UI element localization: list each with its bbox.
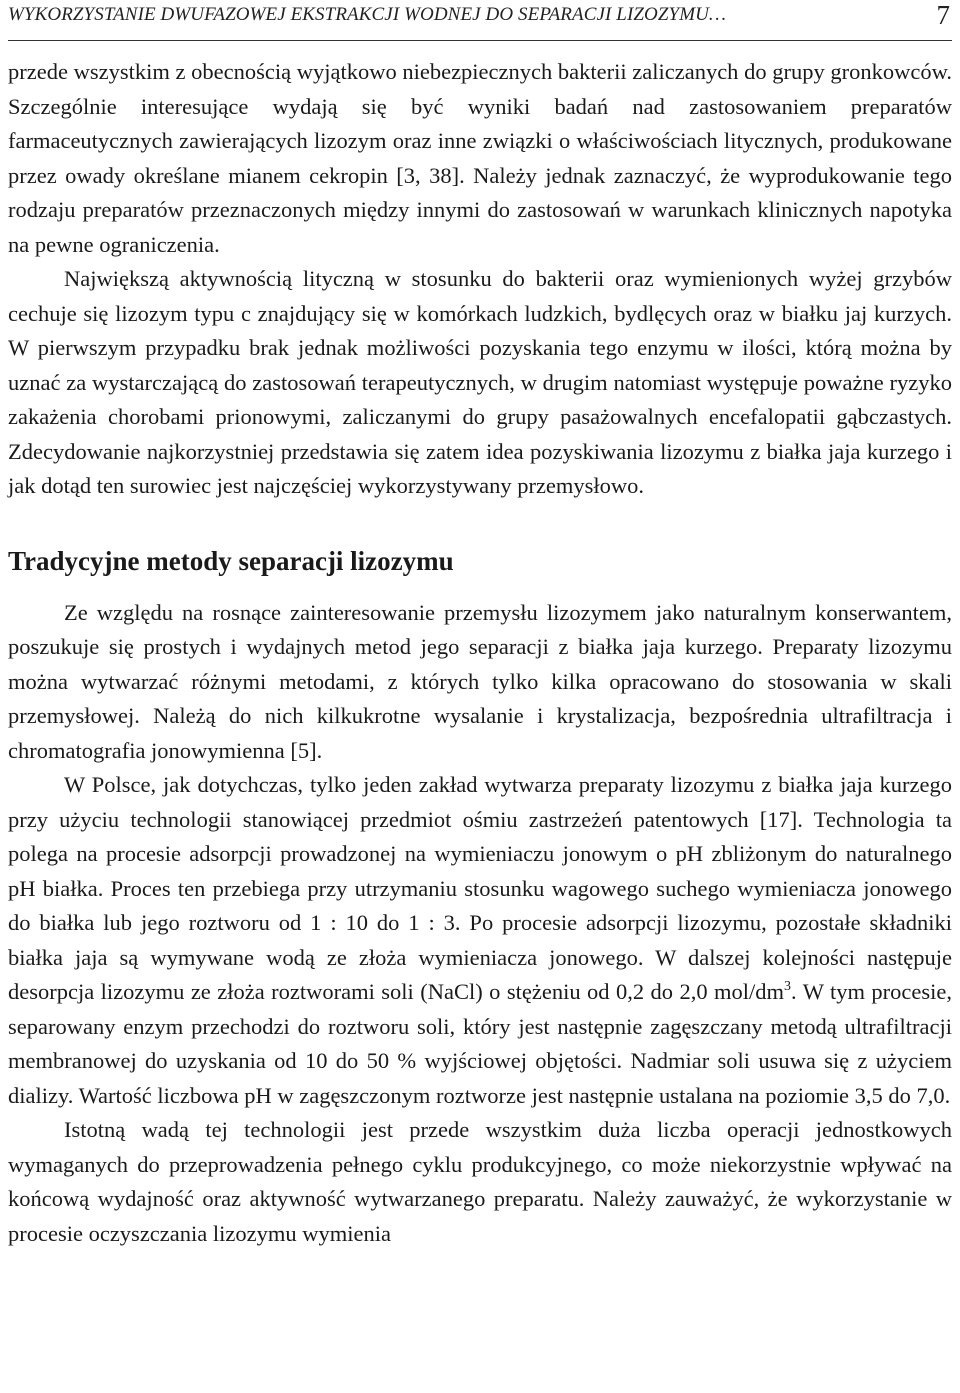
- paragraph-continuation: przede wszystkim z obecnością wyjątkowo niebezpiecznych bakterii zaliczanych do grupy gronkowców. Szczególnie interesujące wydają się być wyniki badań nad zastosowaniem preparatów farmaceutycznych zawierających lizozym oraz inne związki o właściwościach litycznych, produkowane przez owady określane mianem cekropin [3, 38]. Należy jednak zaznaczyć, że wyprodukowanie tego rodzaju preparatów przeznaczonych między innymi do zastosowań w warunkach klinicznych napotyka na pewne ograniczenia.: [8, 59, 952, 257]
- page-number: 7: [936, 0, 950, 30]
- paragraph-technology-drawback: Istotną wadą tej technologii jest przede wszystkim duża liczba operacji jednostkowych wymaganych do przeprowadzenia pełnego cyklu produkcyjnego, co może niekorzystnie wpływać na końcową wydajność oraz aktywność wytwarzanego preparatu. Należy zauważyć, że wykorzystanie w procesie oczyszczania lizozymu wymienia: [8, 1117, 952, 1246]
- paragraph-text-part: W Polsce, jak dotychczas, tylko jeden zakład wytwarza preparaty lizozymu z białka jaja kurzego przy użyciu technologii stanowiącej przedmiot ośmiu zastrzeżeń patentowych [17]. Technologia ta polega na procesie adsorpcji prowadzonej na wymieniaczu jonowym o pH zbliżonym do naturalnego pH białka. Proces ten przebiega przy utrzymaniu stosunku wagowego suchego wymieniacza jonowego do białka lub jego roztworu od 1 : 10 do 1 : 3. Po procesie adsorpcji lizozymu, pozostałe składniki białka jaja są wymywane wodą ze złoża wymieniacza jonowego. W dalszej kolejności następuje desorpcja lizozymu ze złoża roztworami soli (NaCl) o stężeniu od 0,2 do 2,0 mol/dm: [8, 772, 952, 1004]
- paragraph-lysozyme-activity: Największą aktywnością lityczną w stosunku do bakterii oraz wymienionych wyżej grzybów cechuje się lizozym typu c znajdujący się w komórkach ludzkich, bydlęcych oraz w białku jaj kurzych. W pierwszym przypadku brak jednak możliwości pozyskania tego enzymu w ilości, którą można by uznać za wystarczającą do zastosowań terapeutycznych, w drugim natomiast występuje poważne ryzyko zakażenia chorobami prionowymi, zaliczanymi do grupy pasażowalnych encefalopatii gąbczastych. Zdecydowanie najkorzystniej przedstawia się zatem idea pozyskiwania lizozymu z białka jaja kurzego i jak dotąd ten surowiec jest najczęściej wykorzystywany przemysłowo.: [8, 266, 952, 498]
- paragraph-text-part: . W tym procesie, separowany enzym przechodzi do roztworu soli, który jest następnie zagęszczany metodą ultrafiltracji membranowej do uzyskania od 10 do 50 % wyjściowej objętości. Nadmiar soli usuwa się z użyciem dializy. Wartość liczbowa pH w zagęszczonym roztworze jest następnie ustalana na poziomie 3,5 do 7,0.: [8, 979, 952, 1108]
- body-text: [8, 55, 952, 1251]
- section-heading: Tradycyjne metody separacji lizozymu: [8, 545, 454, 576]
- running-title: WYKORZYSTANIE DWUFAZOWEJ EKSTRAKCJI WODNEJ DO SEPARACJI LIZOZYMU…: [8, 4, 726, 25]
- running-header: [8, 0, 952, 41]
- superscript-exponent: 3: [784, 979, 792, 994]
- document-page: [8, 0, 952, 1251]
- paragraph-polish-technology: [8, 768, 952, 1113]
- paragraph-traditional-methods: Ze względu na rosnące zainteresowanie przemysłu lizozymem jako naturalnym konserwantem, poszukuje się prostych i wydajnych metod jego separacji z białka jaja kurzego. Preparaty lizozymu można wytwarzać różnymi metodami, z których tylko kilka opracowano do stosowania w skali przemysłowej. Należą do nich kilkukrotne wysalanie i krystalizacja, bezpośrednia ultrafiltracja i chromatografia jonowymienna [5].: [8, 599, 952, 763]
